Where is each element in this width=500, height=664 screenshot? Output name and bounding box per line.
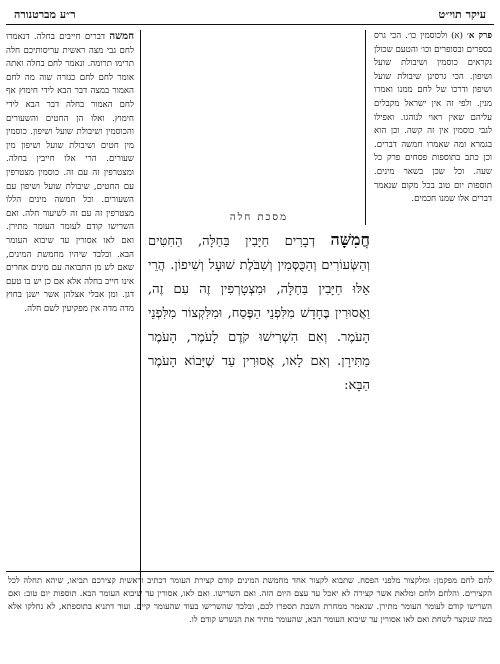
left-commentary	[6, 30, 134, 610]
running-head-left: ר״ע מברטנורה	[14, 8, 76, 21]
right-commentary	[374, 30, 492, 225]
column-divider-left	[140, 30, 141, 610]
top-rule	[6, 24, 494, 25]
column-divider-right	[365, 30, 366, 225]
running-head-right: עיקר תוי״ט	[438, 8, 486, 21]
right-commentary-text: (א) ולכוסמין כו׳. הכי גרס בספרים ובסופרים וכו׳ והטעם שכולן נקראים כוסמין ושיבולת שועל ושיפון. הכי גרסינן שיבולת שועל ושיפון ודרכו של לחם ממנו ואמרו מנין. ולפי זה אין ישראל מקבלים עליהם שאין ראוי לנוהגו. ואפילו לגבי כוסמין אין זה קשה. וכן הוא בגמרא ומה שאמרו חמשה דברים. וכן כתב בתוספות פסחים פרק כל שעה. וכל שכן בשאר מינים. תוספות יום טוב בכל מקום שנאמר דברים אלו שמנו חכמים.	[374, 31, 492, 205]
left-commentary-lead: חמשה	[109, 31, 134, 42]
left-commentary-text: דברים חייבים בחלה. דנאמרו לחם גבי מצה ראשית עריסותיכם חלה תרימו תרומה. ונאמר לחם בחלה ואתה אומר לחם לחם כגזרה שוה מה לחם האמור במצה דבר הבא לידי חימוץ אף לחם האמור בחלה דבר הבא לידי חימוץ. ואלו הן החטים והשעורים והכוסמין ושיבולת שועל ושיפון. כוסמין מין חטים ושיבולת שועל ושיפון מין שעורים. הרי אלו חייבין בחלה. ומצטרפין זה עם זה. כוסמין מצטרפין עם החטים, שיבולת שועל ושיפון עם השעורים. וכל חמשה מינים הללו מצטרפין זה עם זה לשיעור חלה. ואם השרישו קודם לעומר העומר מתירן. ואם לאו אסורין עד שיבוא העומר הבא. ובלבד שיהיו מחמשת המינים, שאם לש מן התבואה עם מינים אחרים אינו חייב בחלה אלא אם כן יש בו טעם דגן. ומן אבלי אצלהן אשר ישנן בחוץ מדה מדה אין מפקיעין לשם חלה.	[6, 32, 134, 314]
mishnah-opener: חֲמִשָּׁה	[330, 230, 370, 249]
mishnah-text	[148, 228, 370, 398]
footer-rule	[6, 571, 494, 572]
mishnah-body: דְבָרִים חַיָּבִין בַּחַלָּה, הַחִטִּים וְהַשְּׂעוֹרִים וְהַכֻּסְּמִין וְשִׁבֹּלֶת שׁוּעָל וְשִׁיפוֹן. הֲרֵי אֵלּוּ חַיָּבִין בַּחַלָּה, וּמִצְטָרְפִין זֶה עִם זֶה, וַאֲסוּרִין בֶּחָדָשׁ מִלִּפְנֵי הַפֶּסַח, וּמִלִּקְצוֹר מִלִּפְנֵי הָעֹמֶר. וְאִם הִשְׁרִישׁוּ קֹדֶם לָעֹמֶר, הָעֹמֶר מַתִּירָן. וְאִם לָאו, אֲסוּרִין עַד שֶׁיָּבוֹא הָעֹמֶר הַבָּא:	[148, 234, 370, 393]
footer-commentary: להם לחם מפקמן: ומלקצור מלפני הפסח. שתבוא לקצור אחד מחמשת המינים קודם קצירת העומר דכתיב וראשית קצירכם תביאו, שיהא תחלה לכל הקצירים. והלחם ולחם ומלאת אשר קצירה לא יאכל עד עצם היום הזה. ואם השרישו. ואם לאו, אסורין עד שיבוא העומר הבא. תוספות יום טוב: ואם השרישו קודם לעומר העומר מתירן. שנאמר ממחרת השבת תספרו לכם, ובלבד שהשרישו בעוד שהעומר קיים. ועוד דתניא בתוספתא, לא נחלקו אלא במה שנקצר לשחת ואם לאו אסורין עד שיבוא העומר הבא, שהעומר מתיר את הנשרש קודם לו.	[8, 575, 492, 624]
right-commentary-label: פרק א׳	[466, 31, 492, 41]
tractate-title: מסכת חלה	[229, 212, 289, 223]
